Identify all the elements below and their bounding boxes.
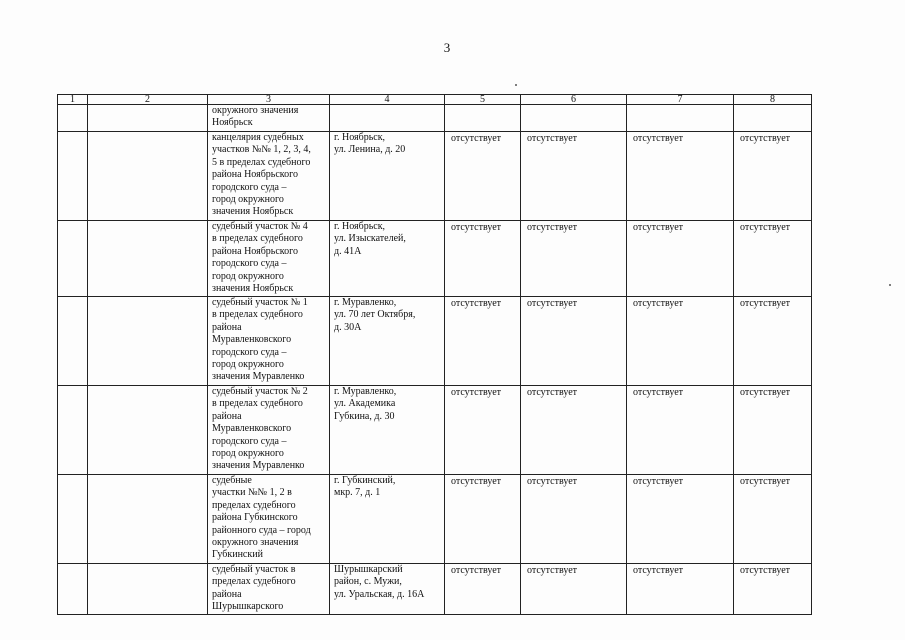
- table-cell: [88, 386, 208, 475]
- table-cell: отсутствует: [521, 221, 627, 297]
- table-row: [58, 221, 812, 297]
- table-cell: [58, 386, 88, 475]
- table-cell: Шурышкарский район, с. Мужи, ул. Уральская, д. 16А: [330, 564, 445, 615]
- table-cell: [734, 105, 812, 132]
- table-cell: отсутствует: [445, 132, 521, 221]
- table-cell: канцелярия судебных участков №№ 1, 2, 3, 4, 5 в пределах судебного района Ноябрьского городского суда – город окружного значения Ноябрьск: [208, 132, 330, 221]
- table-row: [58, 105, 812, 132]
- page-number: 3: [443, 40, 451, 55]
- table-cell: отсутствует: [734, 297, 812, 386]
- table-cell: отсутствует: [734, 132, 812, 221]
- table-cell: г. Муравленко, ул. Академика Губкина, д. 30: [330, 386, 445, 475]
- table-cell: судебные участки №№ 1, 2 в пределах судебного района Губкинского районного суда – город окружного значения Губкинский: [208, 475, 330, 564]
- table-cell: отсутствует: [627, 475, 734, 564]
- table-cell: отсутствует: [521, 475, 627, 564]
- table-cell: [330, 105, 445, 132]
- table-cell: [88, 221, 208, 297]
- table-cell: [58, 132, 88, 221]
- table-cell: отсутствует: [734, 386, 812, 475]
- table-cell: отсутствует: [445, 221, 521, 297]
- table-cell: отсутствует: [445, 297, 521, 386]
- table-cell: г. Губкинский, мкр. 7, д. 1: [330, 475, 445, 564]
- table-cell: г. Ноябрьск, ул. Ленина, д. 20: [330, 132, 445, 221]
- table-cell: судебный участок № 1 в пределах судебного района Муравленковского городского суда – город окружного значения Муравленко: [208, 297, 330, 386]
- table-cell: [521, 105, 627, 132]
- table-cell: судебный участок № 2 в пределах судебного района Муравленковского городского суда – город окружного значения Муравленко: [208, 386, 330, 475]
- table-cell: [88, 475, 208, 564]
- table-cell: [88, 105, 208, 132]
- table-cell: [88, 297, 208, 386]
- table-cell: отсутствует: [445, 475, 521, 564]
- column-header: 7: [627, 95, 734, 105]
- table-row: [58, 564, 812, 615]
- table-cell: г. Ноябрьск, ул. Изыскателей, д. 41А: [330, 221, 445, 297]
- column-header: 6: [521, 95, 627, 105]
- table-cell: отсутствует: [521, 564, 627, 615]
- table-row: [58, 386, 812, 475]
- table-cell: судебный участок в пределах судебного района Шурышкарского: [208, 564, 330, 615]
- column-header: 8: [734, 95, 812, 105]
- table-cell: отсутствует: [627, 297, 734, 386]
- table-cell: отсутствует: [734, 221, 812, 297]
- table-cell: [58, 105, 88, 132]
- table-cell: отсутствует: [445, 386, 521, 475]
- table-cell: отсутствует: [627, 132, 734, 221]
- column-header: 1: [58, 95, 88, 105]
- table-header-row: [58, 95, 812, 105]
- table-cell: [58, 221, 88, 297]
- table-cell: г. Муравленко, ул. 70 лет Октября, д. 30А: [330, 297, 445, 386]
- column-header: 2: [88, 95, 208, 105]
- table-cell: [58, 564, 88, 615]
- table-cell: [58, 475, 88, 564]
- table-cell: отсутствует: [734, 564, 812, 615]
- table-row: [58, 297, 812, 386]
- table-cell: отсутствует: [521, 386, 627, 475]
- table-cell: отсутствует: [627, 564, 734, 615]
- table-cell: [58, 297, 88, 386]
- table-cell: судебный участок № 4 в пределах судебного района Ноябрьского городского суда – город окружного значения Ноябрьск: [208, 221, 330, 297]
- table-cell: отсутствует: [627, 221, 734, 297]
- table-cell: отсутствует: [627, 386, 734, 475]
- table-cell: отсутствует: [445, 564, 521, 615]
- table-row: [58, 132, 812, 221]
- scan-speck: [889, 284, 891, 286]
- table-cell: окружного значения Ноябрьск: [208, 105, 330, 132]
- column-header: 5: [445, 95, 521, 105]
- table-cell: отсутствует: [521, 297, 627, 386]
- table-cell: [627, 105, 734, 132]
- column-header: 3: [208, 95, 330, 105]
- table-cell: отсутствует: [521, 132, 627, 221]
- column-header: 4: [330, 95, 445, 105]
- table-cell: [445, 105, 521, 132]
- scan-speck: [515, 84, 517, 86]
- table-cell: [88, 132, 208, 221]
- table-cell: отсутствует: [734, 475, 812, 564]
- court-sites-table: [57, 94, 812, 615]
- table-cell: [88, 564, 208, 615]
- table-row: [58, 475, 812, 564]
